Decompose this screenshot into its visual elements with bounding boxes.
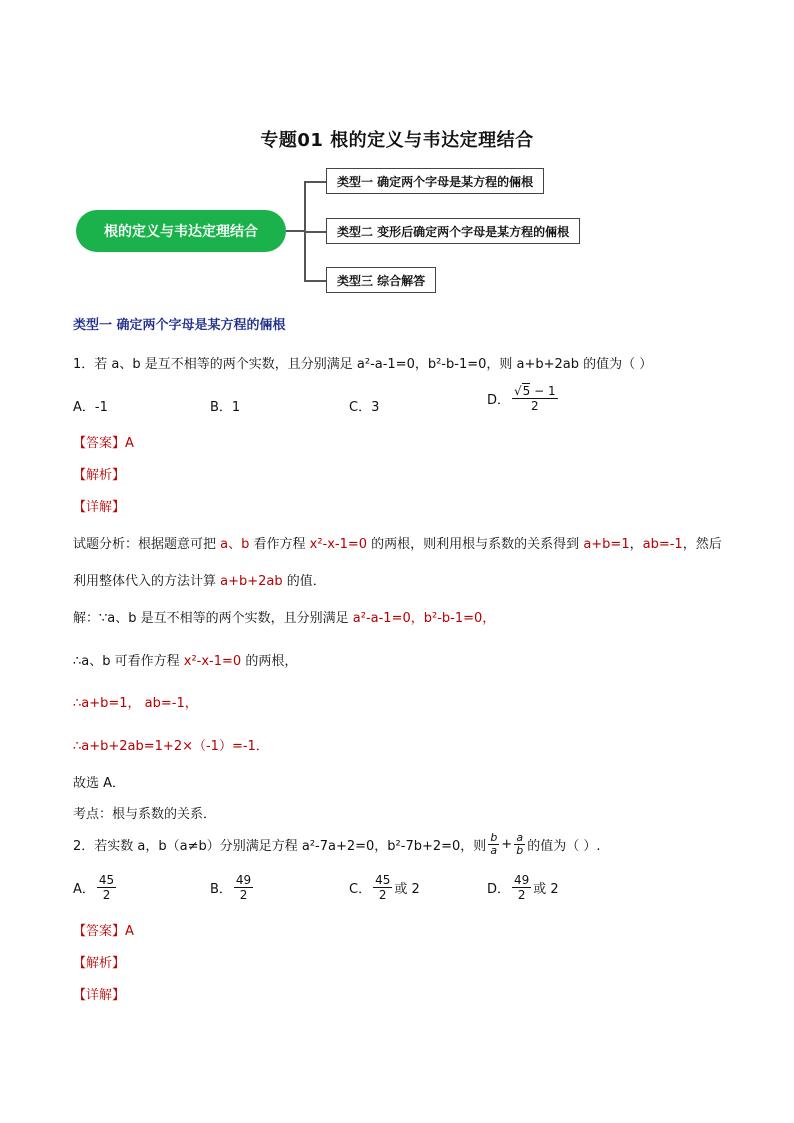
fraction-a-over-b bbox=[514, 832, 525, 857]
numerator-rest: − 1 bbox=[530, 384, 556, 398]
option-fraction bbox=[234, 873, 253, 902]
text: ∴a、b 可看作方程 bbox=[73, 654, 184, 669]
q2-option-c bbox=[349, 873, 420, 902]
q2-option-b bbox=[210, 873, 255, 902]
q1-solution-line-2 bbox=[73, 650, 297, 669]
option-prefix: A． bbox=[73, 882, 95, 897]
stem-text: 的值为（ ）. bbox=[527, 839, 601, 854]
answer-value: A bbox=[125, 924, 134, 939]
text: 试题分析：根据题意可把 bbox=[73, 537, 221, 552]
fraction-denominator: a bbox=[490, 844, 498, 857]
q1-option-b: B．1 bbox=[210, 400, 241, 415]
option-suffix: 或 2 bbox=[394, 882, 420, 897]
stem-text: 2．若实数 a，b（a≠b）分别满足方程 a²-7a+2=0，b²-7b+2=0，则 bbox=[73, 839, 487, 854]
answer-label: 【答案】 bbox=[73, 436, 126, 451]
highlight: a+b+2ab bbox=[220, 574, 283, 589]
q1-answer bbox=[73, 432, 134, 451]
page-title: 专题01 根的定义与韦达定理结合 bbox=[260, 130, 534, 151]
q2-option-d bbox=[487, 873, 559, 902]
fraction-denominator: 2 bbox=[531, 399, 539, 413]
fraction-denominator: 2 bbox=[378, 888, 387, 902]
mindmap-branch-3: 类型三 综合解答 bbox=[326, 267, 436, 293]
fraction-numerator: 49 bbox=[235, 873, 252, 887]
text: 的两根， bbox=[241, 654, 298, 669]
mindmap-branch-2: 类型二 变形后确定两个字母是某方程的倆根 bbox=[326, 218, 580, 244]
text: ，然后 bbox=[682, 537, 722, 552]
text: 的值． bbox=[282, 574, 326, 589]
option-fraction bbox=[373, 873, 392, 902]
q1-option-d-fraction bbox=[512, 384, 558, 413]
highlight: a+b=1 bbox=[583, 537, 630, 552]
question-1-stem: 1．若 a、b 是互不相等的两个实数，且分别满足 a²-a-1=0，b²-b-1=0，则 a+b+2ab 的值为（ ） bbox=[73, 357, 653, 372]
fraction-numerator: 45 bbox=[98, 873, 115, 887]
q2-detail-label: 【详解】 bbox=[73, 988, 126, 1003]
q1-explanation-line-2 bbox=[73, 570, 326, 589]
fraction-numerator: b bbox=[490, 831, 498, 844]
option-prefix: D． bbox=[487, 882, 511, 897]
fraction-numerator: a bbox=[516, 831, 524, 844]
answer-value: A bbox=[125, 436, 134, 451]
q1-point: 考点：根与系数的关系． bbox=[73, 807, 217, 822]
fraction-denominator: 2 bbox=[102, 888, 111, 902]
mindmap-connector bbox=[286, 230, 304, 232]
mindmap-connector bbox=[304, 280, 326, 282]
fraction-b-over-a bbox=[488, 832, 499, 857]
highlight: ab=-1 bbox=[642, 537, 683, 552]
mindmap-root bbox=[76, 210, 286, 252]
mindmap-connector bbox=[304, 181, 326, 183]
fraction-numerator: 49 bbox=[514, 873, 530, 887]
q2-analysis-label: 【解析】 bbox=[73, 956, 126, 971]
highlight: a²-a-1=0，b²-b-1=0， bbox=[352, 611, 496, 626]
mindmap-branch-1: 类型一 确定两个字母是某方程的倆根 bbox=[326, 168, 544, 194]
section-heading: 类型一 确定两个字母是某方程的倆根 bbox=[73, 318, 286, 333]
q1-option-c: C．3 bbox=[349, 400, 380, 415]
sqrt-radicand: 5 bbox=[522, 384, 531, 398]
q1-option-d-prefix: D． bbox=[487, 393, 511, 408]
highlight: x²-x-1=0 bbox=[183, 654, 242, 669]
option-fraction bbox=[512, 873, 531, 902]
highlight: a、b bbox=[220, 537, 250, 552]
question-2-stem bbox=[73, 832, 600, 857]
fraction-denominator: 2 bbox=[239, 888, 248, 902]
q1-solution-line-3: ∴a+b=1， ab=-1， bbox=[73, 696, 198, 711]
text: 利用整体代入的方法计算 bbox=[73, 574, 221, 589]
fraction-denominator: b bbox=[516, 844, 524, 857]
q2-answer bbox=[73, 920, 134, 939]
q1-choice: 故选 A． bbox=[73, 776, 126, 791]
q1-solution-line-4: ∴a+b+2ab=1+2×（-1）=-1． bbox=[73, 739, 269, 754]
fraction-denominator: 2 bbox=[517, 888, 526, 902]
text: 的两根，则利用根与系数的关系得到 bbox=[367, 537, 584, 552]
q1-analysis-label: 【解析】 bbox=[73, 468, 126, 483]
fraction-numerator: 45 bbox=[375, 873, 391, 887]
q2-option-a bbox=[73, 873, 118, 902]
mindmap-root-label: 根的定义与韦达定理结合 bbox=[104, 224, 258, 240]
plus-sign: + bbox=[501, 837, 513, 852]
fraction-numerator: √5 − 1 bbox=[514, 384, 556, 398]
option-prefix: C． bbox=[349, 882, 372, 897]
q1-explanation-line-1 bbox=[73, 533, 722, 552]
answer-label: 【答案】 bbox=[73, 924, 126, 939]
q1-option-a: A．-1 bbox=[73, 400, 108, 415]
option-suffix: 或 2 bbox=[533, 882, 559, 897]
q1-detail-label: 【详解】 bbox=[73, 500, 126, 515]
highlight: x²-x-1=0 bbox=[309, 537, 368, 552]
text: 解：∵a、b 是互不相等的两个实数，且分别满足 bbox=[73, 611, 353, 626]
q1-option-d bbox=[487, 384, 560, 413]
text: 看作方程 bbox=[249, 537, 310, 552]
mindmap-connector bbox=[304, 231, 326, 233]
option-fraction bbox=[97, 873, 116, 902]
q1-solution-line-1 bbox=[73, 607, 495, 626]
text: ， bbox=[629, 537, 643, 552]
option-prefix: B． bbox=[210, 882, 232, 897]
